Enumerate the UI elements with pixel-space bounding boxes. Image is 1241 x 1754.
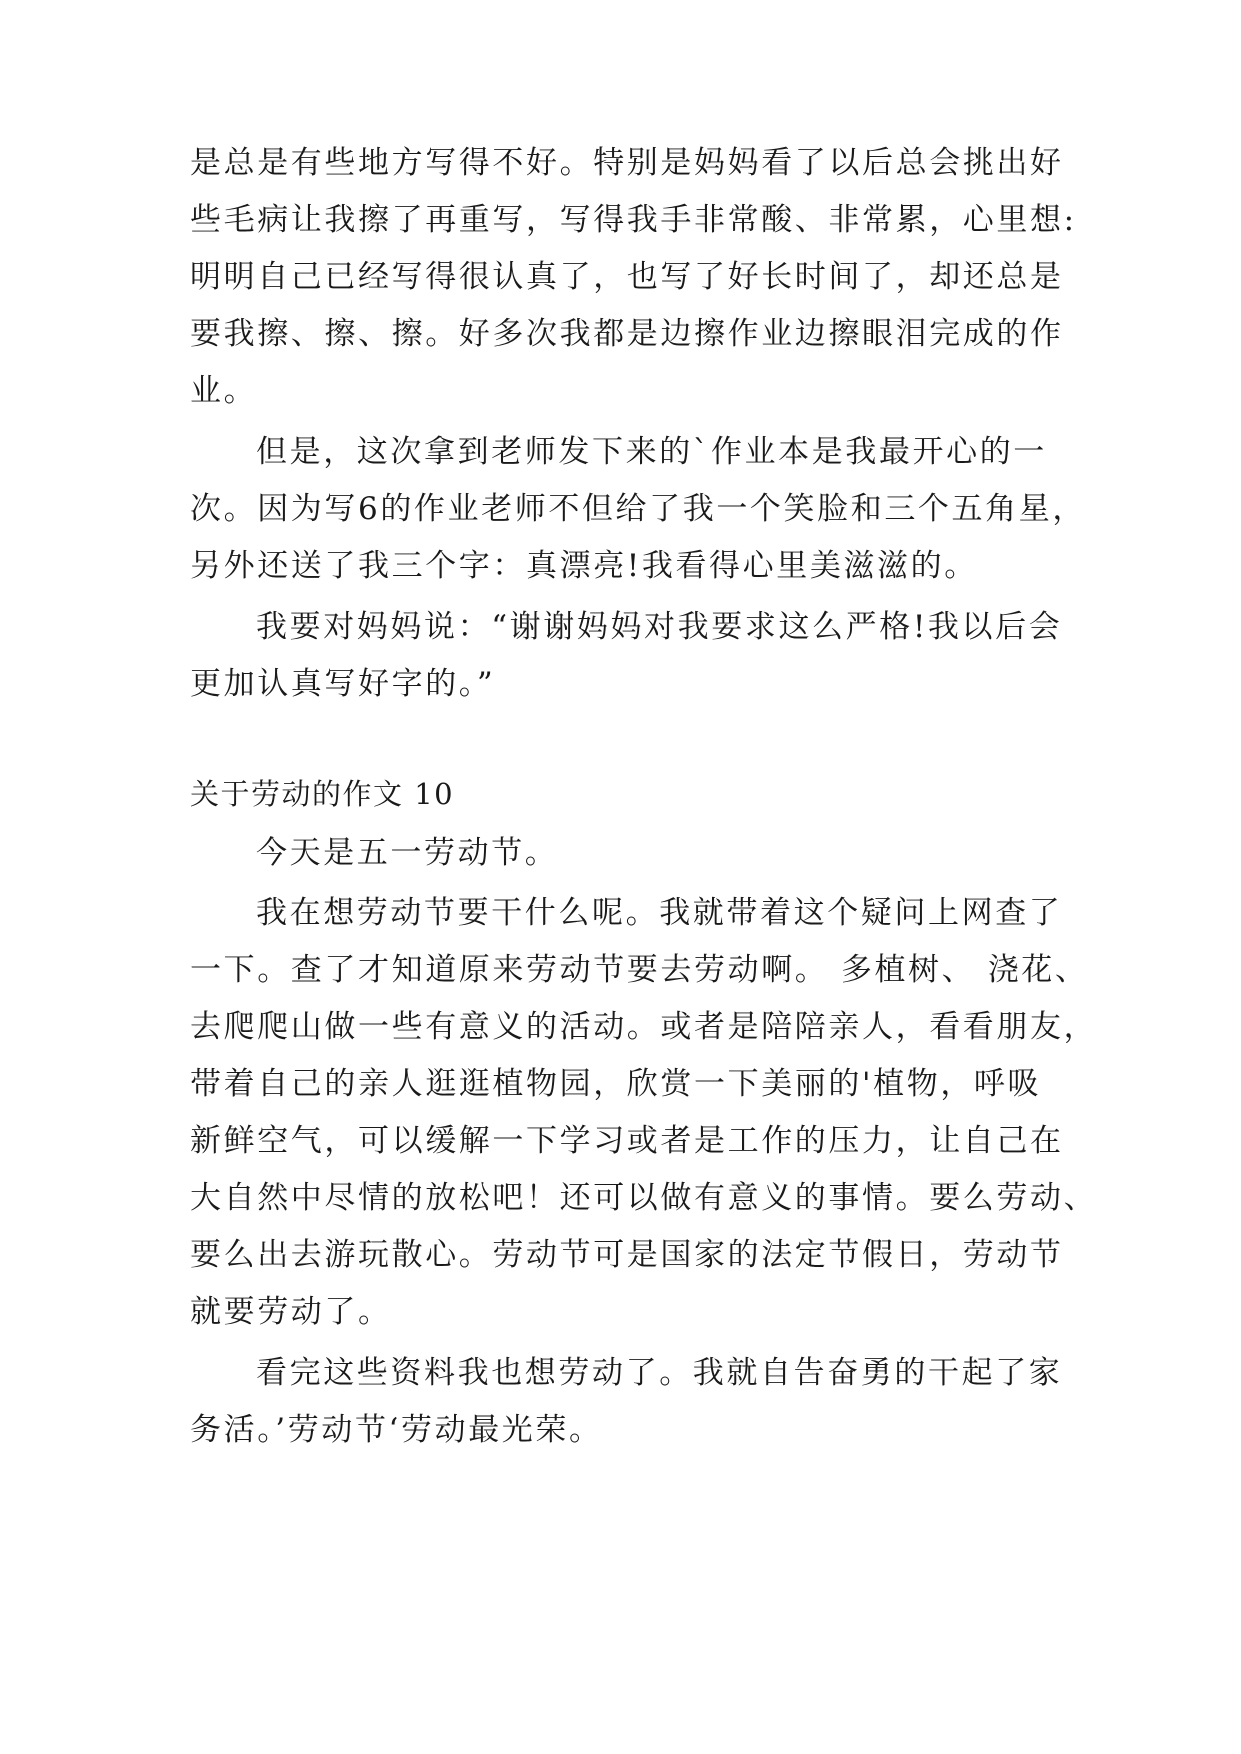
text-line: 但是，这次拿到老师发下来的`作业本是我最开心的一 [256, 434, 1047, 470]
text-line: 要么出去游玩散心。劳动节可是国家的法定节假日，劳动节 [190, 1237, 1064, 1273]
text-line: 业。 [190, 373, 258, 409]
text-line: 看完这些资料我也想劳动了。我就自告奋勇的干起了家 [256, 1355, 1063, 1391]
text-line: 大自然中尽情的放松吧！还可以做有意义的事情。要么劳动、 [190, 1180, 1098, 1216]
text-line: 务活。’劳动节‘劳动最光荣。 [190, 1412, 603, 1448]
essay-title: 关于劳动的作文 10 [190, 777, 455, 811]
text-line: 是总是有些地方写得不好。特别是妈妈看了以后总会挑出好 [190, 145, 1064, 181]
text-line: 去爬爬山做一些有意义的活动。或者是陪陪亲人，看看朋友， [190, 1009, 1098, 1045]
text-line: 我要对妈妈说：“谢谢妈妈对我要求这么严格!我以后会 [256, 609, 1063, 645]
text-line: 带着自己的亲人逛逛植物园，欣赏一下美丽的'植物，呼吸 [190, 1066, 1042, 1102]
text-line: 就要劳动了。 [190, 1294, 392, 1330]
text-line: 些毛病让我擦了再重写，写得我手非常酸、非常累，心里想: [190, 202, 1077, 238]
text-line: 要我擦、擦、擦。好多次我都是边擦作业边擦眼泪完成的作 [190, 316, 1064, 352]
text-line: 一下。查了才知道原来劳动节要去劳动啊。 多植树、 浇花、 [190, 952, 1089, 988]
text-line: 今天是五一劳动节。 [256, 835, 559, 871]
text-line: 更加认真写好字的。” [190, 666, 496, 702]
text-line: 另外还送了我三个字：真漂亮!我看得心里美滋滋的。 [190, 548, 978, 584]
text-line: 明明自己已经写得很认真了，也写了好长时间了，却还总是 [190, 259, 1064, 295]
text-line: 新鲜空气，可以缓解一下学习或者是工作的压力，让自己在 [190, 1123, 1064, 1159]
text-line: 我在想劳动节要干什么呢。我就带着这个疑问上网查了 [256, 895, 1063, 931]
text-line: 次。因为写6的作业老师不但给了我一个笑脸和三个五角星， [190, 491, 1086, 527]
